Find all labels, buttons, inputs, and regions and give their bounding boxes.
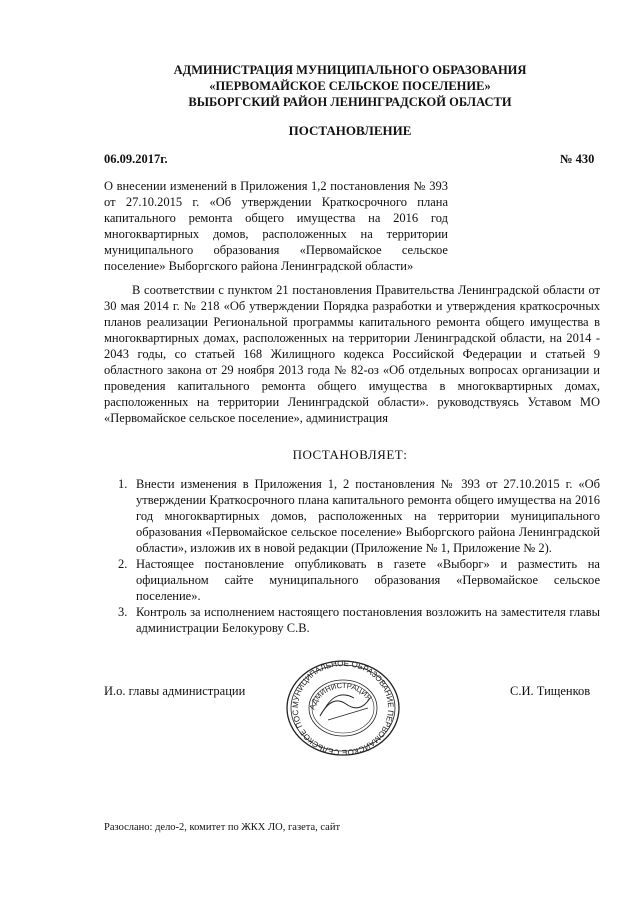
organization-header — [70, 62, 630, 110]
item-number: 2. — [118, 557, 128, 571]
document-type: ПОСТАНОВЛЕНИЕ — [288, 123, 412, 138]
resolves-heading: ПОСТАНОВЛЯЕТ: — [292, 447, 408, 462]
document-number: № 430 — [560, 152, 595, 166]
preamble-paragraph: В соответствии с пунктом 21 постановления Правительства Ленинградской области от 30 мая 2014 г. № 218 «Об утверждении Порядка разработки и утверждения краткосрочных планов реализации Региональной программы капитального ремонта общего имущества в многоквартирных домах, расположенных на территории Ленинградской области, на 2014 - 2043 годы, со статьей 168 Жилищного кодекса Российской Федерации и статьей 9 областного закона от 29 ноября 2013 года № 82-оз «Об отдельных вопросах организации и проведения капитального ремонта общего имущества в многоквартирных домах, расположенных на территории Ленинградской области». руководствуясь Уставом МО «Первомайское сельское поселение», администрация — [104, 283, 600, 425]
header-line-3: ВЫБОРГСКИЙ РАЙОН ЛЕНИНГРАДСКОЙ ОБЛАСТИ — [188, 95, 512, 109]
svg-text:АДМИНИСТРАЦИЯ: АДМИНИСТРАЦИЯ — [307, 680, 374, 711]
document-date: 06.09.2017г. — [104, 152, 168, 166]
resolution-items — [104, 476, 600, 636]
item-text: Контроль за исполнением настоящего постановления возложить на заместителя главы администрации Белокурову С.В. — [136, 605, 600, 635]
document-subject: О внесении изменений в Приложения 1,2 постановления № 393 от 27.10.2015 г. «Об утверждении Краткосрочного плана капитального ремонта общего имущества на 2016 год многоквартирных домов, расположенных на территории муниципального образования «Первомайское сельское поселение» Выборгского района Ленинградской области» — [104, 179, 448, 273]
svg-text:МУНИЦИПАЛЬНОЕ ОБРАЗОВАНИЕ ПЕРВ: МУНИЦИПАЛЬНОЕ ОБРАЗОВАНИЕ ПЕРВОМАЙСКОЕ СЕЛЬСКОЕ ПОС — [290, 658, 396, 758]
item-number: 3. — [118, 605, 128, 619]
item-number: 1. — [118, 477, 128, 491]
signatory-title: И.о. главы администрации — [104, 684, 246, 698]
resolution-item — [104, 604, 600, 636]
header-line-1: АДМИНИСТРАЦИЯ МУНИЦИПАЛЬНОГО ОБРАЗОВАНИЯ — [173, 63, 527, 77]
item-text: Внести изменения в Приложения 1, 2 постановления № 393 от 27.10.2015 г. «Об утверждении Краткосрочного плана капитального ремонта общего имущества на 2016 год многоквартирных домов, расположенных на территории муниципального образования «Первомайское сельское поселение» Выборгского района Ленинградской области», изложив их в новой редакции (Приложение № 1, Приложение № 2). — [136, 477, 600, 555]
seal-stamp-icon — [284, 658, 402, 758]
distribution-list: Разослано: дело-2, комитет по ЖКХ ЛО, газета, сайт — [104, 822, 341, 833]
header-line-2: «ПЕРВОМАЙСКОЕ СЕЛЬСКОЕ ПОСЕЛЕНИЕ» — [209, 79, 491, 93]
resolution-item — [104, 476, 600, 556]
signatory-name: С.И. Тищенков — [510, 684, 591, 698]
official-seal — [284, 658, 402, 758]
resolution-item — [104, 556, 600, 604]
item-text: Настоящее постановление опубликовать в газете «Выборг» и разместить на официальном сайте муниципального образования «Первомайское сельское поселение». — [136, 557, 600, 603]
